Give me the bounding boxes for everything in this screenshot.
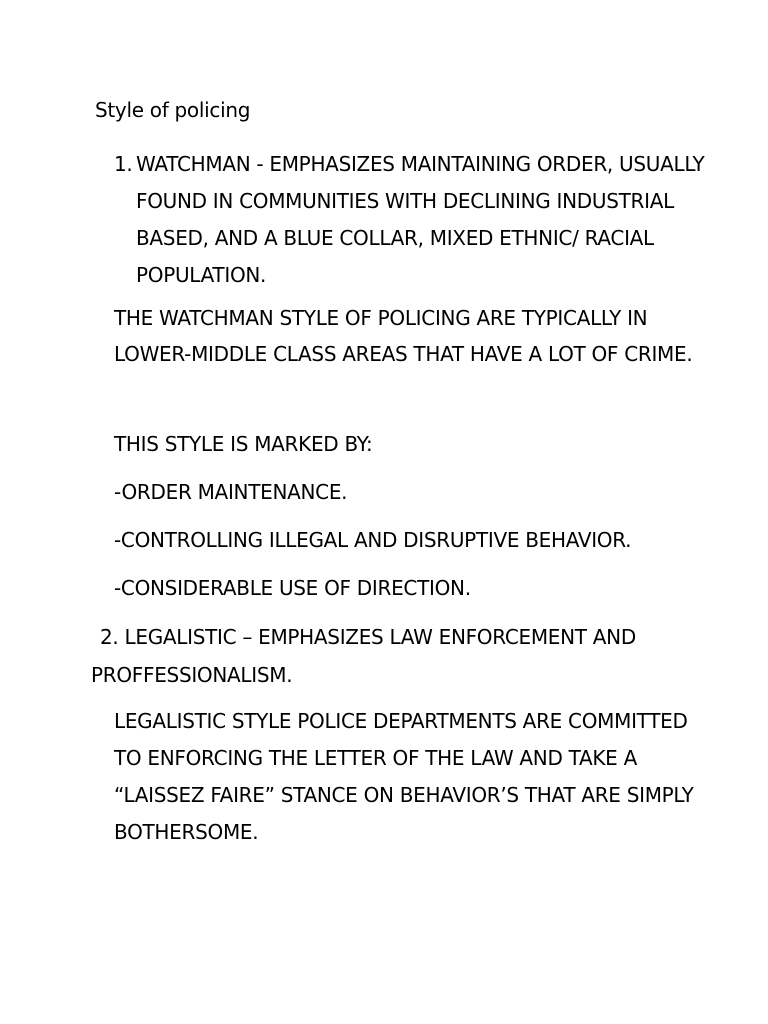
- paragraph-marked-by: THIS STYLE IS MARKED BY:: [114, 432, 373, 456]
- bullet-use-of-direction: -CONSIDERABLE USE OF DIRECTION.: [114, 576, 471, 600]
- bullet-order-maintenance: -ORDER MAINTENANCE.: [114, 480, 348, 504]
- list-item-text: WATCHMAN - EMPHASIZES MAINTAINING ORDER, USUALLY FOUND IN COMMUNITIES WITH DECLINING INDUSTRIAL BASED, AND A BLUE COLLAR, MIXED ETHNIC/ RACIAL POPULATION.: [136, 152, 705, 287]
- list-item-legalistic: [91, 618, 711, 694]
- document-title: Style of policing: [95, 98, 251, 122]
- list-item-watchman: [114, 146, 714, 294]
- legalistic-line-2: PROFFESSIONALISM.: [91, 663, 293, 687]
- legalistic-line-1: 2. LEGALISTIC – EMPHASIZES LAW ENFORCEMENT AND: [100, 625, 636, 649]
- list-number: 1.: [114, 152, 133, 176]
- paragraph-watchman-areas: THE WATCHMAN STYLE OF POLICING ARE TYPICALLY IN LOWER-MIDDLE CLASS AREAS THAT HAVE A LOT OF CRIME.: [114, 306, 693, 366]
- bullet-controlling-behavior: -CONTROLLING ILLEGAL AND DISRUPTIVE BEHAVIOR.: [114, 528, 632, 552]
- paragraph-legalistic-departments: LEGALISTIC STYLE POLICE DEPARTMENTS ARE COMMITTED TO ENFORCING THE LETTER OF THE LAW AND TAKE A “LAISSEZ FAIRE” STANCE ON BEHAVIOR’S THAT ARE SIMPLY BOTHERSOME.: [114, 709, 694, 844]
